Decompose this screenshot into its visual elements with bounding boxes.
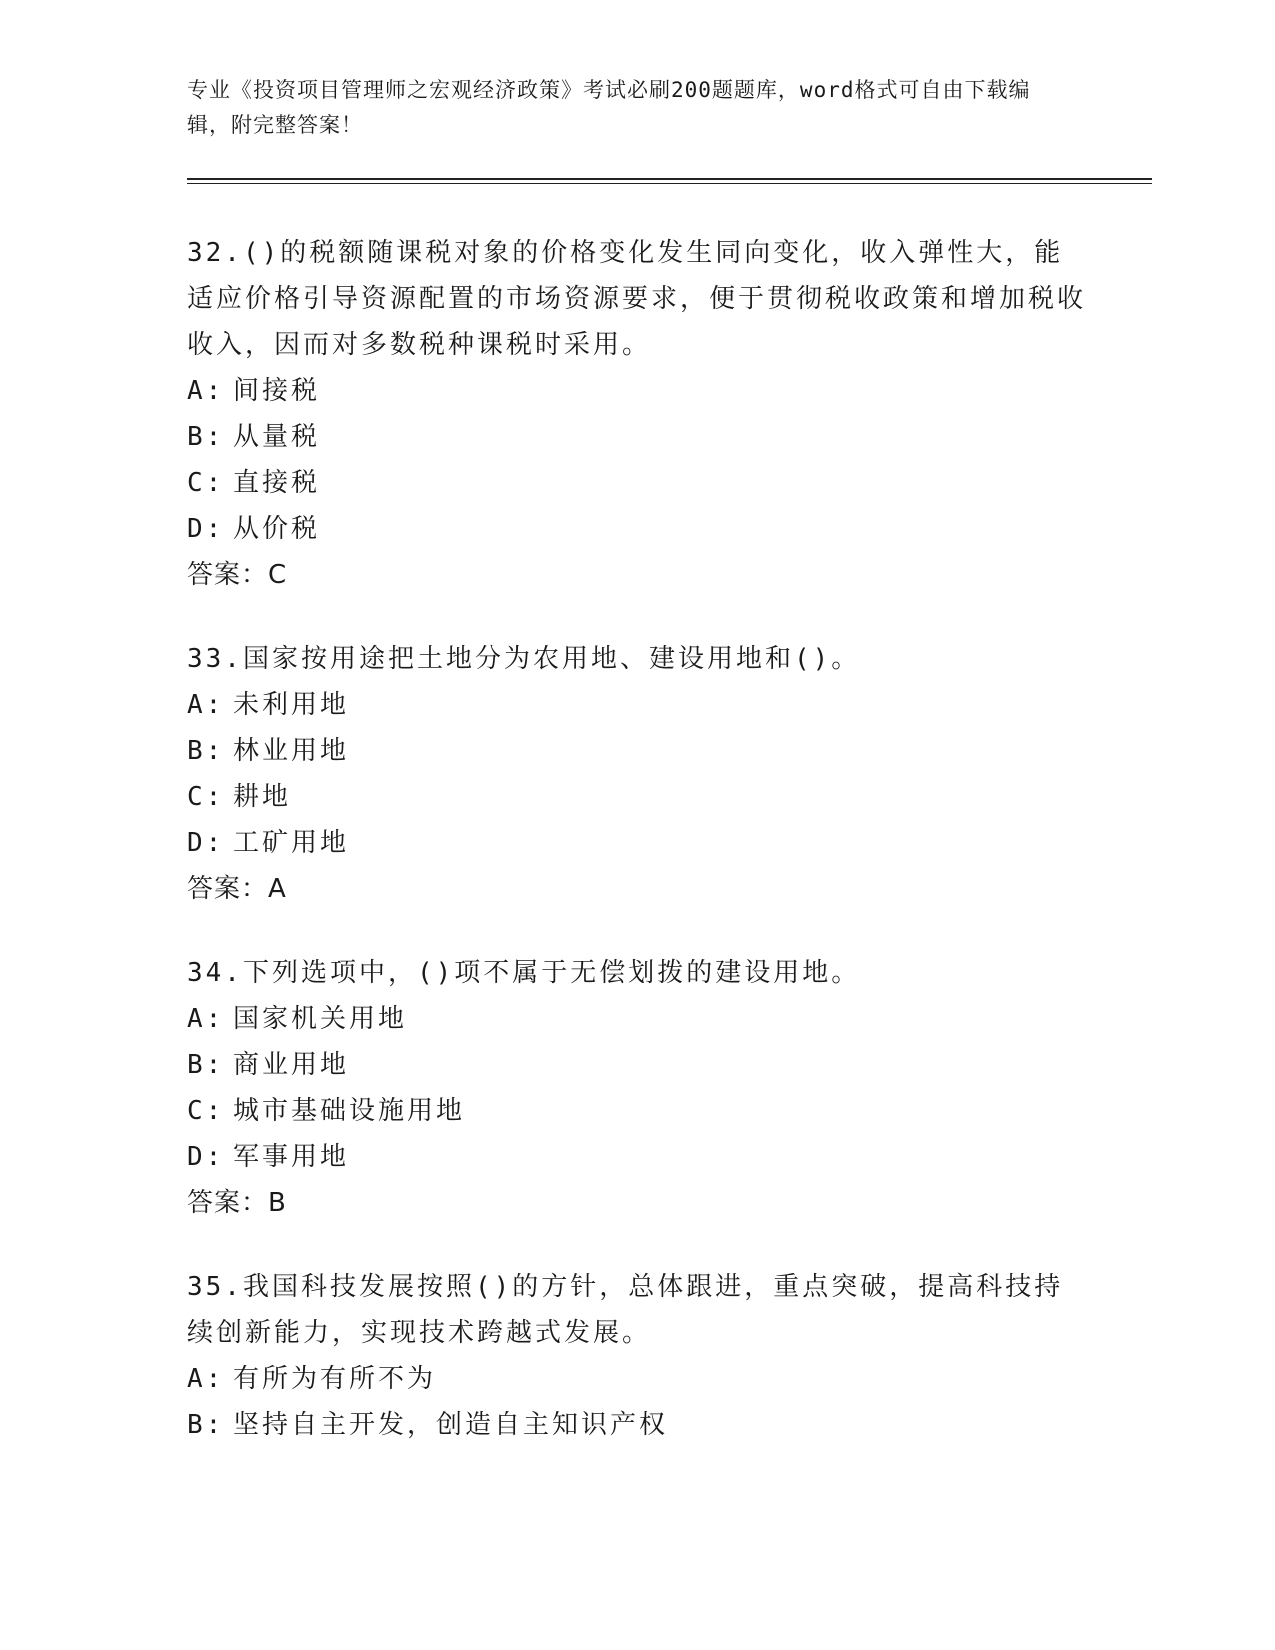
- question-stem: 34.下列选项中，()项不属于无偿划拨的建设用地。: [187, 958, 861, 988]
- option-key: C:: [187, 468, 225, 498]
- option-key: D:: [187, 828, 225, 858]
- option-text: 从量税: [233, 422, 321, 452]
- question-stem: 35.我国科技发展按照()的方针，总体跟进，重点突破，提高科技持续创新能力，实现技术跨越式发展。: [187, 1272, 1064, 1348]
- option-key: A:: [187, 1004, 225, 1034]
- option-b: [187, 1042, 1087, 1088]
- option-text: 未利用地: [233, 690, 350, 720]
- option-b: [187, 1402, 1087, 1448]
- question-33: [187, 636, 1087, 912]
- document-header: 专业《投资项目管理师之宏观经济政策》考试必刷200题题库，word格式可自由下载编辑，附完整答案！: [187, 78, 1031, 137]
- option-b: [187, 728, 1087, 774]
- answer-line: 答案：C: [187, 560, 288, 590]
- option-text: 城市基础设施用地: [233, 1096, 466, 1126]
- option-text: 商业用地: [233, 1050, 350, 1080]
- answer-line: 答案：A: [187, 874, 287, 904]
- option-text: 耕地: [233, 782, 292, 812]
- option-d: [187, 820, 1087, 866]
- option-c: [187, 774, 1087, 820]
- option-text: 间接税: [233, 376, 321, 406]
- question-list: [187, 230, 1087, 1486]
- option-text: 从价税: [233, 514, 321, 544]
- option-text: 军事用地: [233, 1142, 350, 1172]
- option-c: [187, 460, 1087, 506]
- header-divider: [187, 178, 1152, 180]
- option-key: D:: [187, 1142, 225, 1172]
- option-d: [187, 506, 1087, 552]
- option-key: B:: [187, 1410, 225, 1440]
- option-text: 坚持自主开发，创造自主知识产权: [233, 1410, 669, 1440]
- option-text: 林业用地: [233, 736, 350, 766]
- answer-line: 答案：B: [187, 1188, 287, 1218]
- option-key: A:: [187, 690, 225, 720]
- option-a: [187, 1356, 1087, 1402]
- option-text: 直接税: [233, 468, 321, 498]
- option-a: [187, 996, 1087, 1042]
- option-key: D:: [187, 514, 225, 544]
- option-key: A:: [187, 1364, 225, 1394]
- option-c: [187, 1088, 1087, 1134]
- question-35: [187, 1264, 1087, 1448]
- option-key: C:: [187, 782, 225, 812]
- option-text: 国家机关用地: [233, 1004, 408, 1034]
- question-32: [187, 230, 1087, 598]
- option-b: [187, 414, 1087, 460]
- option-d: [187, 1134, 1087, 1180]
- question-stem: 33.国家按用途把土地分为农用地、建设用地和()。: [187, 644, 861, 674]
- option-a: [187, 682, 1087, 728]
- question-34: [187, 950, 1087, 1226]
- option-key: B:: [187, 1050, 225, 1080]
- option-text: 工矿用地: [233, 828, 350, 858]
- header-divider-secondary: [187, 183, 1152, 184]
- option-text: 有所为有所不为: [233, 1364, 437, 1394]
- option-key: B:: [187, 422, 225, 452]
- option-a: [187, 368, 1087, 414]
- question-stem: 32.()的税额随课税对象的价格变化发生同向变化，收入弹性大，能适应价格引导资源配置的市场资源要求，便于贯彻税收政策和增加税收收入，因而对多数税种课税时采用。: [187, 238, 1087, 360]
- option-key: A:: [187, 376, 225, 406]
- option-key: C:: [187, 1096, 225, 1126]
- option-key: B:: [187, 736, 225, 766]
